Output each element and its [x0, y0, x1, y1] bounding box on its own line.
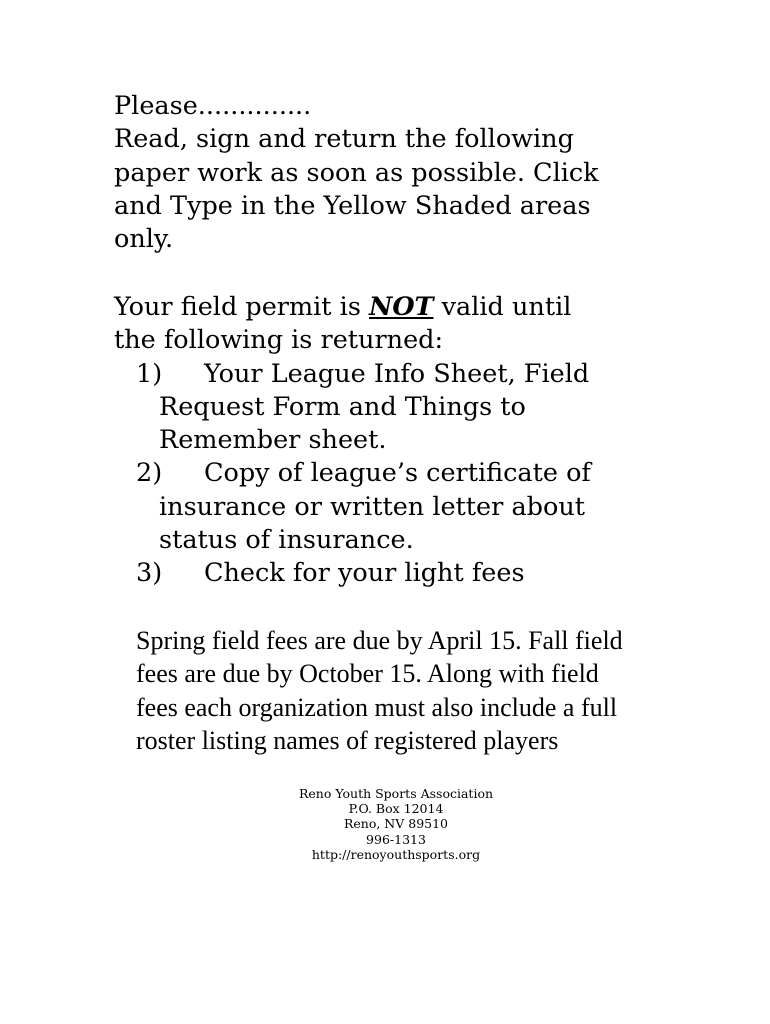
permit-requirements: [114, 291, 674, 591]
requirement-item: [114, 557, 674, 590]
permit-heading-end: valid until: [433, 292, 572, 322]
instructions-line: and Type in the Yellow Shaded areas: [114, 190, 591, 221]
instructions-paragraph: [114, 90, 674, 256]
requirement-number: 1): [136, 358, 163, 389]
fees-line: Spring field fees are due by April 15. Fall field: [136, 626, 623, 655]
instructions-line: only.: [114, 224, 174, 255]
requirement-item: [114, 358, 674, 458]
contact-block: [196, 786, 596, 862]
requirement-text: Check for your light fees: [204, 558, 525, 589]
not-emphasis: NOT: [369, 292, 434, 322]
requirement-text: Your League Info Sheet, Field: [204, 358, 590, 389]
fees-line: fees are due by October 15. Along with field: [136, 659, 599, 689]
website-link[interactable]: http://renoyouthsports.org: [311, 846, 481, 862]
requirement-text: status of insurance.: [159, 525, 414, 556]
requirement-number: 2): [136, 458, 163, 489]
requirement-text: Request Form and Things to: [159, 391, 526, 422]
instructions-line: paper work as soon as possible. Click: [114, 157, 599, 188]
requirement-text: insurance or written letter about: [159, 491, 585, 522]
permit-heading-start: Your field permit is: [114, 292, 370, 322]
phone-number: 996-1313: [366, 831, 426, 847]
fees-line: fees each organization must also include a full: [136, 692, 618, 722]
field-fees-paragraph: [136, 624, 676, 757]
po-box: P.O. Box 12014: [348, 801, 444, 817]
requirements-list: [114, 358, 674, 591]
requirement-text: Remember sheet.: [159, 425, 387, 456]
permit-heading: [114, 291, 674, 324]
instructions-line: Please..............: [114, 91, 312, 121]
requirement-text: Copy of league’s certificate of: [204, 458, 591, 489]
permit-heading-line2: the following is returned:: [114, 325, 444, 356]
city-state-zip: Reno, NV 89510: [343, 816, 449, 832]
requirement-item: [114, 457, 674, 557]
instructions-line: Read, sign and return the following: [114, 124, 574, 155]
requirement-number: 3): [136, 558, 163, 589]
organization-name: Reno Youth Sports Association: [298, 786, 494, 801]
fees-line: roster listing names of registered players: [136, 725, 559, 755]
